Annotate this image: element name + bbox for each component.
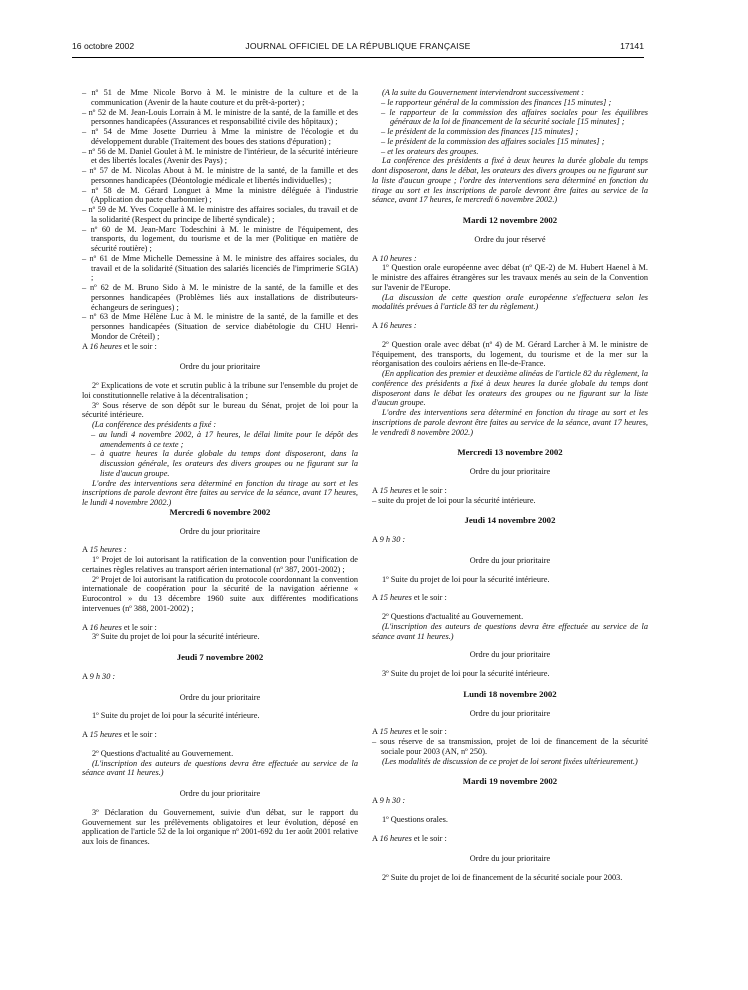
note-text: La conférence des présidents a fixé à deux heures la durée globale du temps dont disposeront, dans le débat, les orateurs des divers groupes ou ne figurant sur la liste d'aucun groupe ; l'ordre des interventions sera déterminé en fonction du tirage au sort et les inscriptions de parole devront être faites au service de la séance, avant 17 heures, le mercredi 6 novembre 2002.): [372, 156, 648, 205]
time-line: A 16 heures et le soir :: [372, 833, 447, 843]
note-text: – à quatre heures la durée globale du temps dont disposeront, dans la discussion générale, les orateurs des divers groupes ou ne figurant sur la liste d'aucun groupe.: [91, 449, 358, 478]
agenda-item: 3º Déclaration du Gouvernement, suivie d'un débat, sur le rapport du Gouvernement sur les prélèvements obligatoires et leur évolution, déposé en application de l'article 52 de la loi organique nº 2001-692 du 1er août 2001 relative aux lois de finances.: [82, 807, 358, 846]
time-line: A 16 heures :: [372, 321, 417, 330]
note-text: – le rapporteur général de la commission des finances [15 minutes] ;: [381, 97, 612, 107]
note-text: L'ordre des interventions sera déterminé en fonction du tirage au sort et les inscriptions de parole devront être faites au service de la séance, avant 17 heures, le vendredi 8 novembre 2002.): [372, 408, 648, 437]
day-heading: Lundi 18 novembre 2002: [463, 688, 557, 699]
note-text: – le président de la commission des finances [15 minutes] ;: [381, 127, 579, 136]
right-column: [372, 88, 648, 883]
section-subtitle: Ordre du jour prioritaire: [179, 692, 261, 702]
time-line: A 16 heures et le soir :: [82, 341, 157, 351]
list-item: – nº 52 de M. Jean-Louis Lorrain à M. le ministre de la santé, de la famille et des personnes handicapées (Assurances et responsabilité civile des hôpitaux) ;: [82, 107, 358, 127]
list-item: – nº 58 de M. Gérard Longuet à Mme la ministre déléguée à l'industrie (Application du pacte charbonnier) ;: [82, 185, 358, 205]
time-line: A 15 heures et le soir :: [372, 727, 447, 737]
day-heading: Mardi 19 novembre 2002: [462, 776, 558, 787]
agenda-item: 1º Suite du projet de loi pour la sécurité intérieure.: [92, 711, 260, 721]
note-text: (Les modalités de discussion de ce projet de loi seront fixées ultérieurement.): [382, 756, 638, 766]
header-date: 16 octobre 2002: [72, 41, 135, 51]
list-item: – nº 61 de Mme Michelle Demessine à M. le ministre des affaires sociales, du travail et de la solidarité (Situation des salariés licenciés de l'imprimerie SGIA) ;: [82, 253, 358, 283]
note-text: (L'inscription des auteurs de questions devra être effectuée au service de la séance avant 11 heures.): [82, 758, 358, 778]
time-line: A 9 h 30 :: [372, 535, 406, 544]
section-subtitle: Ordre du jour prioritaire: [179, 362, 261, 372]
section-subtitle: Ordre du jour prioritaire: [469, 708, 551, 718]
day-heading: Mercredi 6 novembre 2002: [169, 506, 271, 517]
note-text: (L'inscription des auteurs de questions devra être effectuée au service de la séance avant 11 heures.): [372, 621, 648, 641]
header-page-number: 17141: [620, 41, 644, 51]
list-item: – nº 57 de M. Nicolas About à M. le ministre de la santé, de la famille et des personnes handicapées (Déontologie médicale et libertés individuelles) ;: [82, 166, 358, 185]
time-line: A 15 heures et le soir :: [82, 730, 157, 739]
note-text: – le président de la commission des affaires sociales [15 minutes] ;: [381, 136, 605, 146]
note-text: – au lundi 4 novembre 2002, à 17 heures, le délai limite pour le dépôt des amendements à ce texte ;: [91, 429, 358, 449]
time-line: A 9 h 30 :: [82, 671, 116, 681]
section-subtitle: Ordre du jour prioritaire: [469, 555, 551, 565]
time-line: A 9 h 30 :: [372, 796, 406, 805]
header-rule: [72, 57, 644, 58]
list-item: – sous réserve de sa transmission, projet de loi de financement de la sécurité sociale pour 2003 (AN, nº 250).: [372, 737, 648, 756]
list-item: – nº 63 de Mme Hélène Luc à M. le ministre de la santé, de la famille et des personnes handicapées (Situation de service diabétologie du CHU Henri-Mondor de Créteil) ;: [82, 312, 358, 341]
time-line: A 10 heures :: [372, 253, 417, 263]
note-text: (La discussion de cette question orale européenne s'effectuera selon les modalités prévues à l'article 83 ter du règlement.): [372, 292, 648, 312]
section-subtitle: Ordre du jour réservé: [474, 234, 546, 244]
agenda-item: 3º Suite du projet de loi pour la sécurité intérieure.: [382, 669, 550, 678]
agenda-item: 2º Explications de vote et scrutin public à la tribune sur l'ensemble du projet de loi constitutionnelle relative à la décentralisation ;: [82, 381, 358, 400]
running-header: [72, 41, 644, 55]
time-line: A 15 heures et le soir :: [372, 593, 447, 603]
section-subtitle: Ordre du jour prioritaire: [469, 467, 551, 476]
day-heading: Mardi 12 novembre 2002: [462, 215, 558, 225]
section-subtitle: Ordre du jour prioritaire: [469, 854, 551, 864]
note-text: (La conférence des présidents a fixé :: [92, 420, 217, 429]
note-text: L'ordre des interventions sera déterminé en fonction du tirage au sort et les inscriptions de parole devront être faites au service de la séance, avant 17 heures, le lundi 4 novembre 2002.): [82, 478, 358, 507]
header-journal-title: JOURNAL OFFICIEL DE LA RÉPUBLIQUE FRANÇAISE: [245, 41, 471, 51]
time-line: A 16 heures et le soir :: [82, 622, 157, 632]
agenda-item: 3º Sous réserve de son dépôt sur le bureau du Sénat, projet de loi pour la sécurité intérieure.: [82, 400, 358, 420]
agenda-item: 1º Projet de loi autorisant la ratification de la convention pour l'unification de certaines règles relatives au transport aérien international (nº 387, 2001-2002) ;: [82, 555, 358, 574]
left-column: [82, 88, 358, 847]
agenda-item: 1º Suite du projet de loi pour la sécurité intérieure.: [382, 574, 550, 584]
agenda-item: 2º Questions d'actualité au Gouvernement.: [382, 612, 524, 621]
day-heading: Jeudi 7 novembre 2002: [176, 652, 264, 662]
list-item: – nº 56 de M. Daniel Goulet à M. le ministre de l'intérieur, de la sécurité intérieure et des libertés locales (Avenir des Pays) ;: [82, 146, 358, 166]
agenda-item: 3º Suite du projet de loi pour la sécurité intérieure.: [92, 632, 260, 642]
note-text: – le rapporteur de la commission des affaires sociales pour les équilibres généraux de la loi de financement de la sécurité sociale [15 minutes] ;: [381, 107, 648, 127]
list-item: – nº 59 de M. Yves Coquelle à M. le ministre des affaires sociales, du travail et de la solidarité (Respect du principe de liberté syndicale) ;: [82, 205, 358, 224]
section-subtitle: Ordre du jour prioritaire: [179, 789, 261, 798]
agenda-item: 2º Question orale avec débat (nº 4) de M. Gérard Larcher à M. le ministre de l'équipement, des transports, du logement, du tourisme et de la mer sur la réorganisation des couloirs aériens en Ile-de-France.: [372, 339, 648, 369]
time-line: A 15 heures et le soir :: [372, 485, 447, 495]
note-text: (A la suite du Gouvernement interviendront successivement :: [382, 88, 585, 97]
note-text: (En application des premier et deuxième alinéas de l'article 82 du règlement, la conférence des présidents a fixé à deux heures la durée globale du temps dont disposeront dans le débat les orateurs des groupes ou ne figurant sur la liste d'aucun groupe.: [372, 369, 648, 408]
agenda-item: 2º Suite du projet de loi de financement de la sécurité sociale pour 2003.: [382, 873, 623, 882]
time-line: A 15 heures :: [82, 545, 127, 555]
agenda-item: 2º Questions d'actualité au Gouvernement.: [92, 748, 234, 758]
agenda-item: 1º Questions orales.: [382, 814, 448, 824]
day-heading: Mercredi 13 novembre 2002: [457, 447, 563, 458]
agenda-item: 2º Projet de loi autorisant la ratification du protocole coordonnant la convention internationale de coopération pour la sécurité de la navigation aérienne « Eurocontrol » du 13 décembre 1960 suite aux différentes modifications intervenues (nº 388, 2001-2002) ;: [82, 574, 358, 613]
list-item: – nº 51 de Mme Nicole Borvo à M. le ministre de la culture et de la communication (Avenir de la haute couture et du prêt-à-porter) ;: [82, 88, 358, 107]
section-subtitle: Ordre du jour prioritaire: [179, 526, 261, 536]
list-item: – suite du projet de loi pour la sécurité intérieure.: [372, 495, 536, 505]
section-subtitle: Ordre du jour prioritaire: [469, 650, 551, 660]
day-heading: Jeudi 14 novembre 2002: [464, 515, 556, 526]
agenda-item: 1º Question orale européenne avec débat (nº QE-2) de M. Hubert Haenel à M. le ministre des affaires étrangères sur les travaux menés au sein de la Convention sur l'avenir de l'Europe.: [372, 263, 648, 292]
list-item: – nº 54 de Mme Josette Durrieu à Mme la ministre de l'écologie et du développement durable (Traitement des boues des stations d'épuration) ;: [82, 127, 358, 146]
list-item: – nº 60 de M. Jean-Marc Todeschini à M. le ministre de l'équipement, des transports, du logement, du tourisme et de la mer (Politique en matière de sécurité routière) ;: [82, 224, 358, 253]
note-text: – et les orateurs des groupes.: [381, 146, 479, 156]
list-item: – nº 62 de M. Bruno Sido à M. le ministre de la santé, de la famille et des personnes handicapées (Problèmes liés aux installations de distributeurs-échangeurs de seringues) ;: [82, 283, 358, 312]
